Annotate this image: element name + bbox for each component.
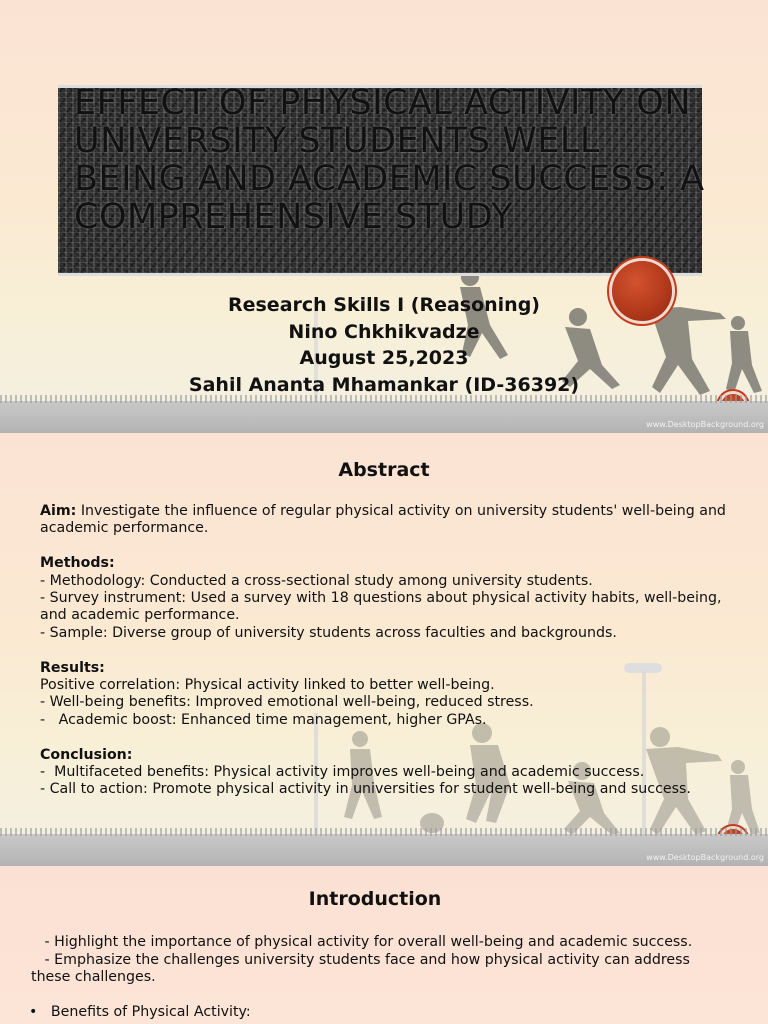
abstract-heading: Abstract — [338, 459, 430, 481]
methods-item: - Methodology: Conducted a cross-sectional study among university students. — [40, 572, 593, 589]
results-item: Positive correlation: Physical activity linked to better well-being. — [40, 677, 495, 694]
introduction-body — [31, 934, 731, 1021]
author-name: Sahil Ananta Mhamankar (ID-36392) — [188, 373, 580, 396]
introduction-heading: Introduction — [308, 888, 442, 910]
aim-text: Investigate the influence of regular physical activity on university students' well-being and academic performance. — [40, 503, 726, 537]
aim-label: Aim: — [40, 503, 77, 519]
results-item: - Well-being benefits: Improved emotional well-being, reduced stress. — [40, 694, 534, 711]
presentation-date: August 25,2023 — [299, 347, 469, 369]
abstract-body — [40, 503, 740, 799]
conclusion-item: - Multifaceted benefits: Physical activity improves well-being and academic success. — [40, 764, 645, 781]
ground-strip — [0, 834, 768, 866]
results-item: - Academic boost: Enhanced time management, higher GPAs. — [40, 711, 487, 728]
abstract-slide — [0, 433, 768, 866]
title-slide — [0, 0, 768, 433]
introduction-slide — [0, 866, 768, 1024]
title-meta — [0, 292, 768, 398]
conclusion-item: - Call to action: Promote physical activity in universities for student well-being and success. — [40, 781, 691, 798]
methods-item: - Sample: Diverse group of university students across faculties and backgrounds. — [40, 624, 617, 641]
watermark: www.DesktopBackground.org — [646, 420, 764, 429]
methods-label: Methods: — [40, 555, 115, 572]
intro-item: - Emphasize the challenges university students face and how physical activity can address these challenges. — [31, 951, 695, 986]
presentation-title: EFFECT OF PHYSICAL ACTIVITY ON UNIVERSITY STUDENTS WELL BEING AND ACADEMIC SUCCESS: A COMPREHENSIVE STUDY — [74, 83, 705, 237]
results-label: Results: — [40, 659, 105, 676]
methods-item: - Survey instrument: Used a survey with 18 questions about physical activity habits, well-being, and academic performance. — [40, 590, 722, 624]
intro-item: - Highlight the importance of physical activity for overall well-being and academic success. — [31, 934, 693, 950]
aim-paragraph — [40, 503, 740, 538]
watermark: www.DesktopBackground.org — [646, 853, 764, 862]
instructor-name: Nino Chkhikvadze — [288, 320, 480, 343]
course-name: Research Skills I (Reasoning) — [227, 294, 540, 316]
conclusion-label: Conclusion: — [40, 746, 133, 763]
intro-bullet: • Benefits of Physical Activity: — [29, 1003, 251, 1020]
ground-strip — [0, 401, 768, 433]
